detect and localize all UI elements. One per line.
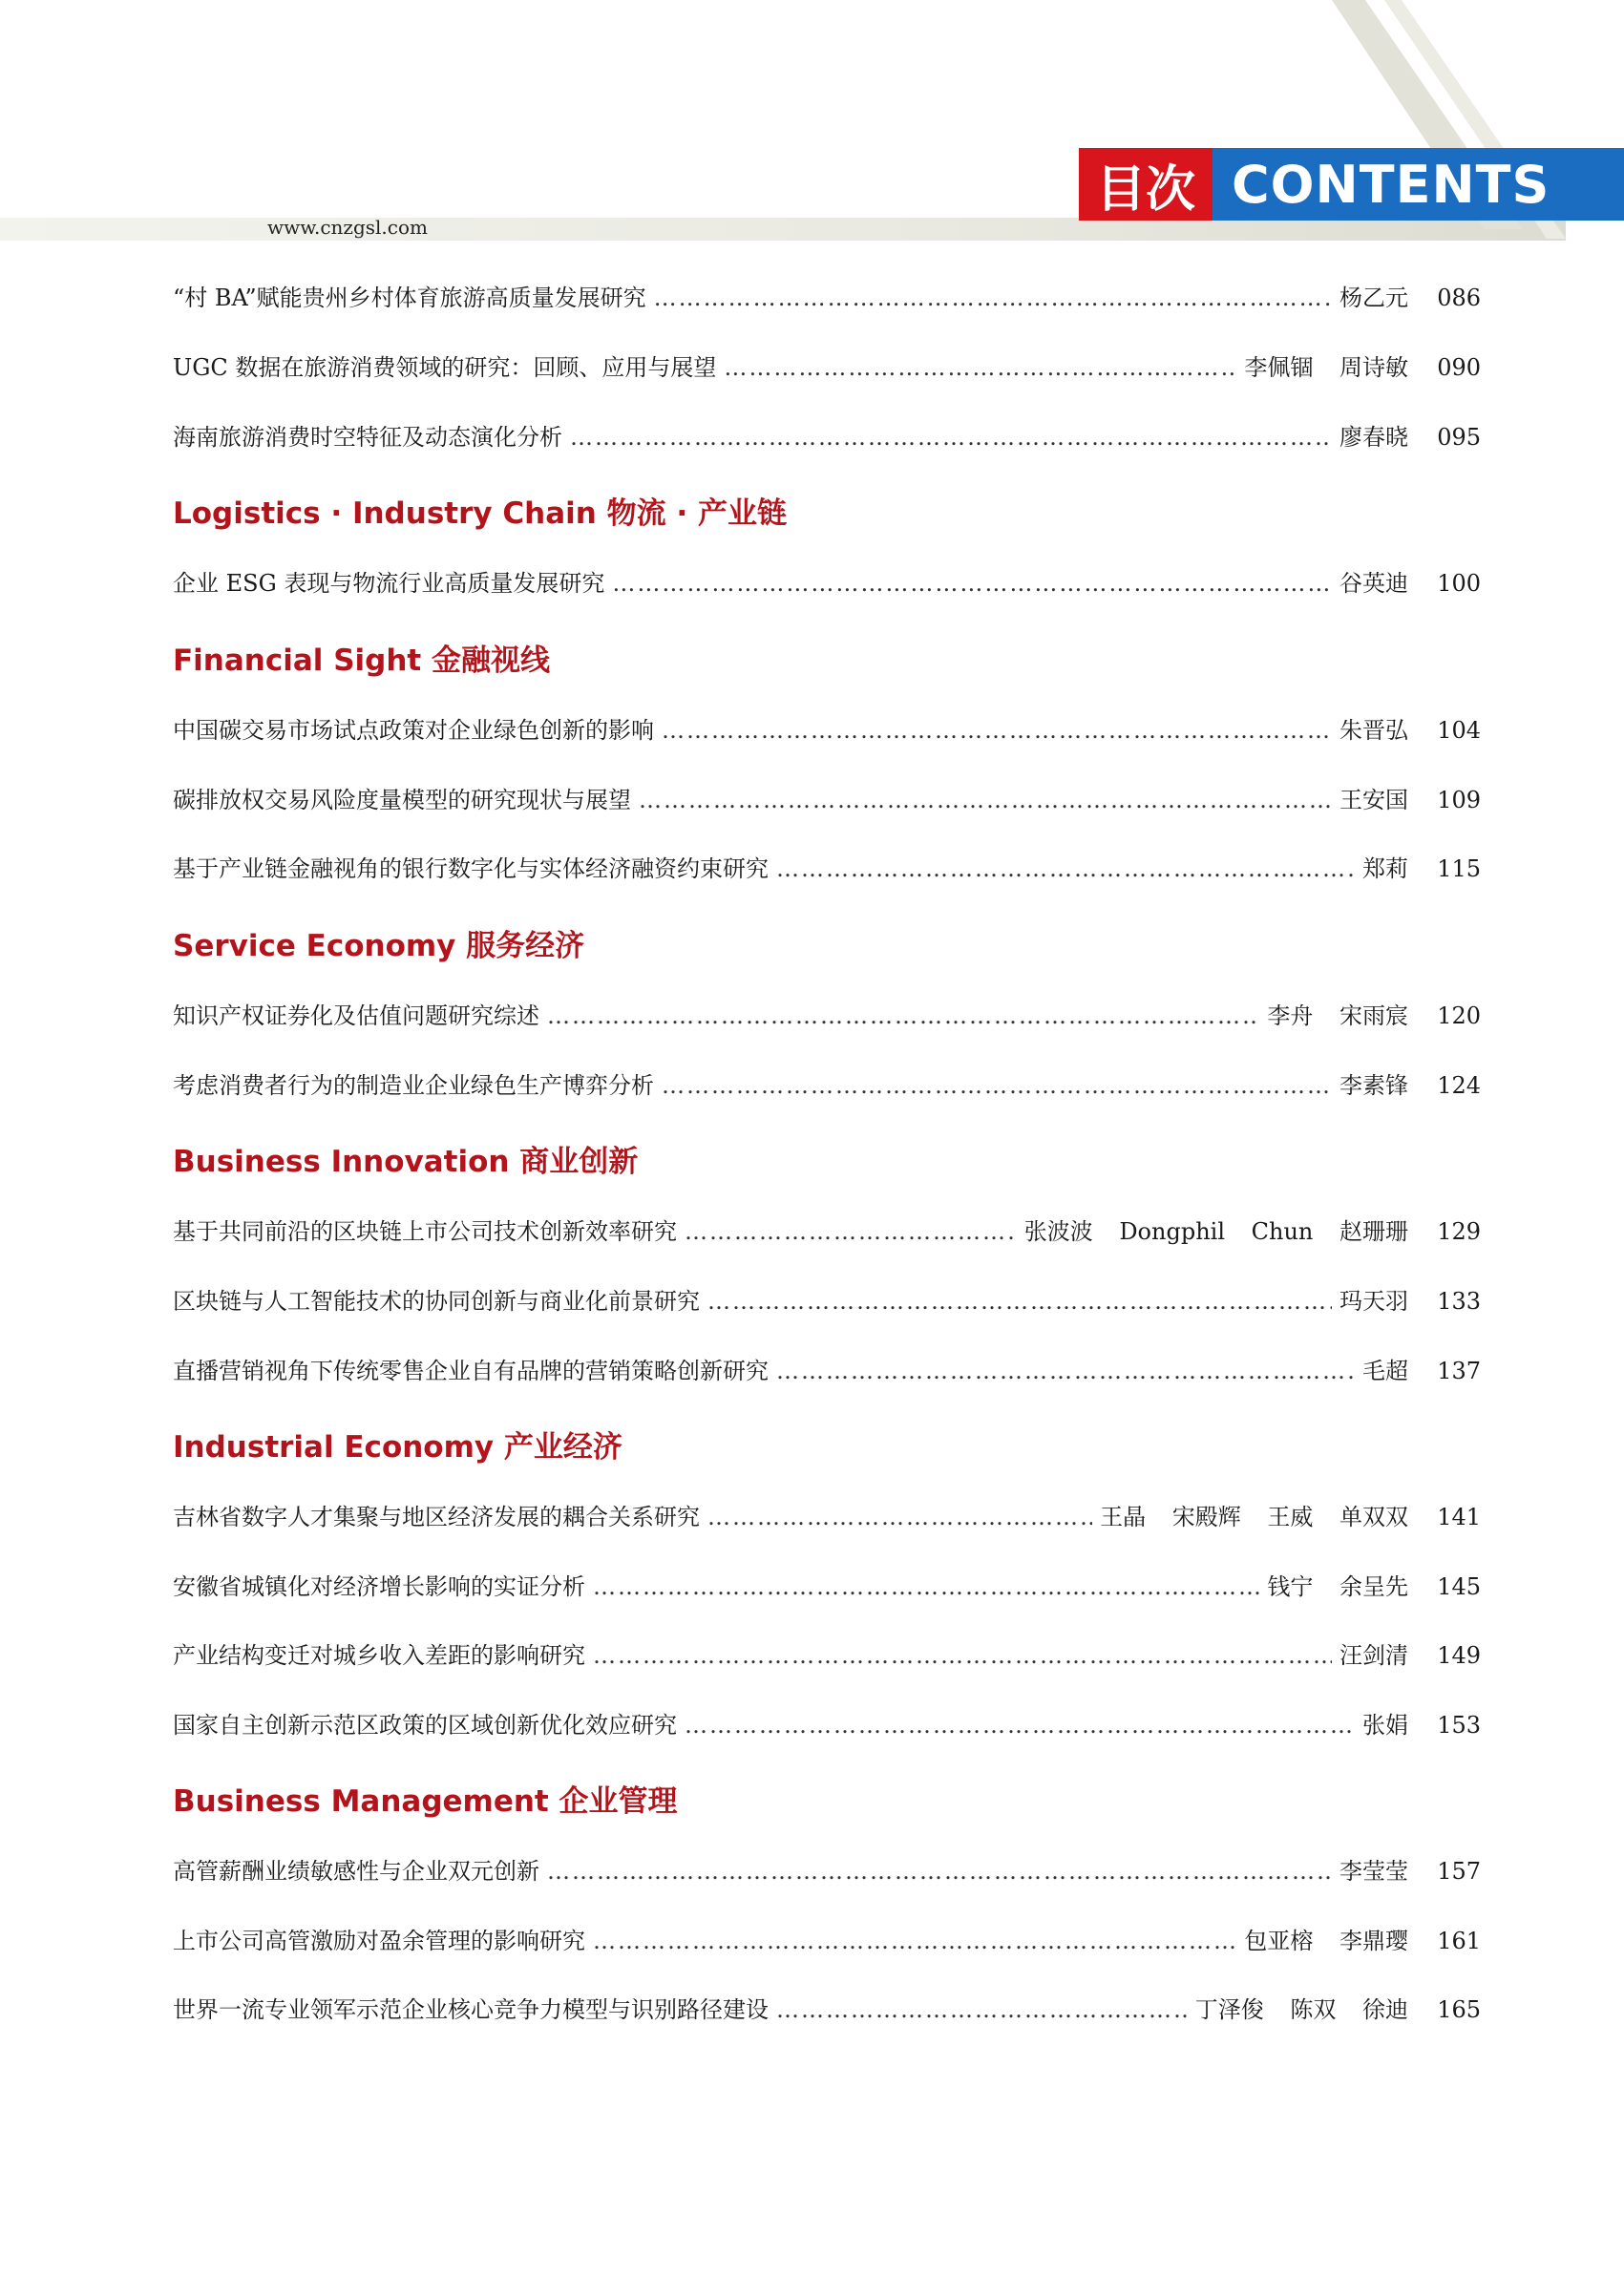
entry-title: 高管薪酬业绩敏感性与企业双元创新 [173,1858,539,1885]
toc-entry[interactable] [173,1706,1481,1744]
dot-leader [776,1996,1188,2023]
dot-leader [685,1712,1355,1739]
toc-entry[interactable] [173,1852,1481,1890]
entry-page: 086 [1437,285,1481,311]
section-heading-logistics: Logistics · Industry Chain 物流 · 产业链 [173,496,787,531]
toc-entry[interactable] [173,348,1481,387]
entry-authors: 钱宁 余呈先 [1267,1573,1408,1600]
entry-page: 161 [1437,1928,1481,1954]
entry-page: 153 [1437,1712,1481,1739]
entry-title: 考虑消费者行为的制造业企业绿色生产博弈分析 [173,1072,654,1099]
entry-title: 安徽省城镇化对经济增长影响的实证分析 [173,1573,585,1600]
toc-entry[interactable] [173,1498,1481,1536]
dot-leader [662,1072,1332,1099]
dot-leader [593,1642,1332,1669]
entry-title: 世界一流专业领军示范企业核心竞争力模型与识别路径建设 [173,1996,769,2023]
entry-title: 基于共同前沿的区块链上市公司技术创新效率研究 [173,1218,677,1245]
entry-authors: 丁泽俊 陈双 徐迪 [1194,1996,1408,2023]
section-heading-innovation: Business Innovation 商业创新 [173,1145,639,1179]
toc-entry[interactable] [173,781,1481,819]
entry-authors: 王安国 [1339,787,1408,813]
toc-entry[interactable] [173,1352,1481,1390]
entry-authors: 李莹莹 [1339,1858,1408,1885]
entry-title: 上市公司高管激励对盈余管理的影响研究 [173,1928,585,1954]
toc-entry[interactable] [173,850,1481,888]
entry-authors: 张娟 [1362,1712,1408,1739]
section-heading-service: Service Economy 服务经济 [173,929,585,963]
toc-entry[interactable] [173,1636,1481,1675]
entry-authors: 李舟 宋雨宸 [1267,1002,1408,1029]
website-url: www.cnzgsl.com [267,216,428,239]
toc-entry[interactable] [173,279,1481,317]
dot-leader [776,1358,1355,1384]
section-heading-industrial: Industrial Economy 产业经济 [173,1430,622,1465]
entry-page: 090 [1437,354,1481,381]
dot-leader [662,717,1332,744]
dot-leader [654,285,1332,311]
entry-title: 基于产业链金融视角的银行数字化与实体经济融资约束研究 [173,855,769,882]
entry-page: 157 [1437,1858,1481,1885]
entry-authors: 毛超 [1362,1358,1408,1384]
dot-leader [593,1928,1236,1954]
dot-leader [707,1288,1332,1315]
entry-authors: 汪剑清 [1339,1642,1408,1669]
toc-entry[interactable] [173,1213,1481,1251]
toc-entry[interactable] [173,711,1481,749]
entry-title: 产业结构变迁对城乡收入差距的影响研究 [173,1642,585,1669]
toc-entry[interactable] [173,418,1481,456]
dot-leader [685,1218,1017,1245]
entry-authors: 张波波 Dongphil Chun 赵珊珊 [1023,1218,1408,1245]
entry-title: 碳排放权交易风险度量模型的研究现状与展望 [173,787,631,813]
entry-page: 129 [1437,1218,1481,1245]
toc-entry[interactable] [173,1282,1481,1320]
entry-page: 115 [1437,855,1481,882]
entry-authors: 李素锋 [1339,1072,1408,1099]
entry-page: 141 [1437,1504,1481,1530]
entry-page: 133 [1437,1288,1481,1315]
entry-authors: 李佩锢 周诗敏 [1244,354,1408,381]
entry-authors: 廖春晓 [1339,424,1408,451]
section-heading-management: Business Management 企业管理 [173,1784,678,1819]
entry-page: 124 [1437,1072,1481,1099]
section-heading-financial: Financial Sight 金融视线 [173,643,551,678]
entry-authors: 郑莉 [1362,855,1408,882]
entry-page: 165 [1437,1996,1481,2023]
entry-title: 区块链与人工智能技术的协同创新与商业化前景研究 [173,1288,700,1315]
toc-entry[interactable] [173,1922,1481,1960]
entry-authors: 朱晋弘 [1339,717,1408,744]
dot-leader [724,354,1236,381]
entry-authors: 王晶 宋殿辉 王威 单双双 [1100,1504,1408,1530]
dot-leader [547,1858,1332,1885]
entry-page: 104 [1437,717,1481,744]
entry-title: 吉林省数字人才集聚与地区经济发展的耦合关系研究 [173,1504,700,1530]
entry-title: 直播营销视角下传统零售企业自有品牌的营销策略创新研究 [173,1358,769,1384]
dot-leader [547,1002,1259,1029]
entry-authors: 玛天羽 [1339,1288,1408,1315]
header-title-cn: 目次 [1079,148,1213,221]
dot-leader [707,1504,1092,1530]
entry-page: 145 [1437,1573,1481,1600]
toc-entry[interactable] [173,564,1481,602]
entry-page: 120 [1437,1002,1481,1029]
toc-entry[interactable] [173,1991,1481,2029]
entry-authors: 谷英迪 [1339,570,1408,597]
toc-entry[interactable] [173,997,1481,1035]
entry-title: “村 BA”赋能贵州乡村体育旅游高质量发展研究 [173,285,646,311]
entry-page: 100 [1437,570,1481,597]
dot-leader [570,424,1332,451]
entry-title: 知识产权证券化及估值问题研究综述 [173,1002,539,1029]
entry-authors: 包亚榕 李鼎璎 [1244,1928,1408,1954]
entry-title: 国家自主创新示范区政策的区域创新优化效应研究 [173,1712,677,1739]
entry-page: 149 [1437,1642,1481,1669]
entry-title: 中国碳交易市场试点政策对企业绿色创新的影响 [173,717,654,744]
entry-title: 企业 ESG 表现与物流行业高质量发展研究 [173,570,605,597]
header-title-en: CONTENTS [1213,148,1624,221]
toc-entry[interactable] [173,1568,1481,1606]
entry-authors: 杨乙元 [1339,285,1408,311]
entry-page: 137 [1437,1358,1481,1384]
entry-title: 海南旅游消费时空特征及动态演化分析 [173,424,562,451]
dot-leader [612,570,1332,597]
entry-page: 095 [1437,424,1481,451]
entry-page: 109 [1437,787,1481,813]
toc-entry[interactable] [173,1066,1481,1105]
entry-title: UGC 数据在旅游消费领域的研究：回顾、应用与展望 [173,354,717,381]
dot-leader [593,1573,1259,1600]
dot-leader [776,855,1355,882]
dot-leader [639,787,1332,813]
